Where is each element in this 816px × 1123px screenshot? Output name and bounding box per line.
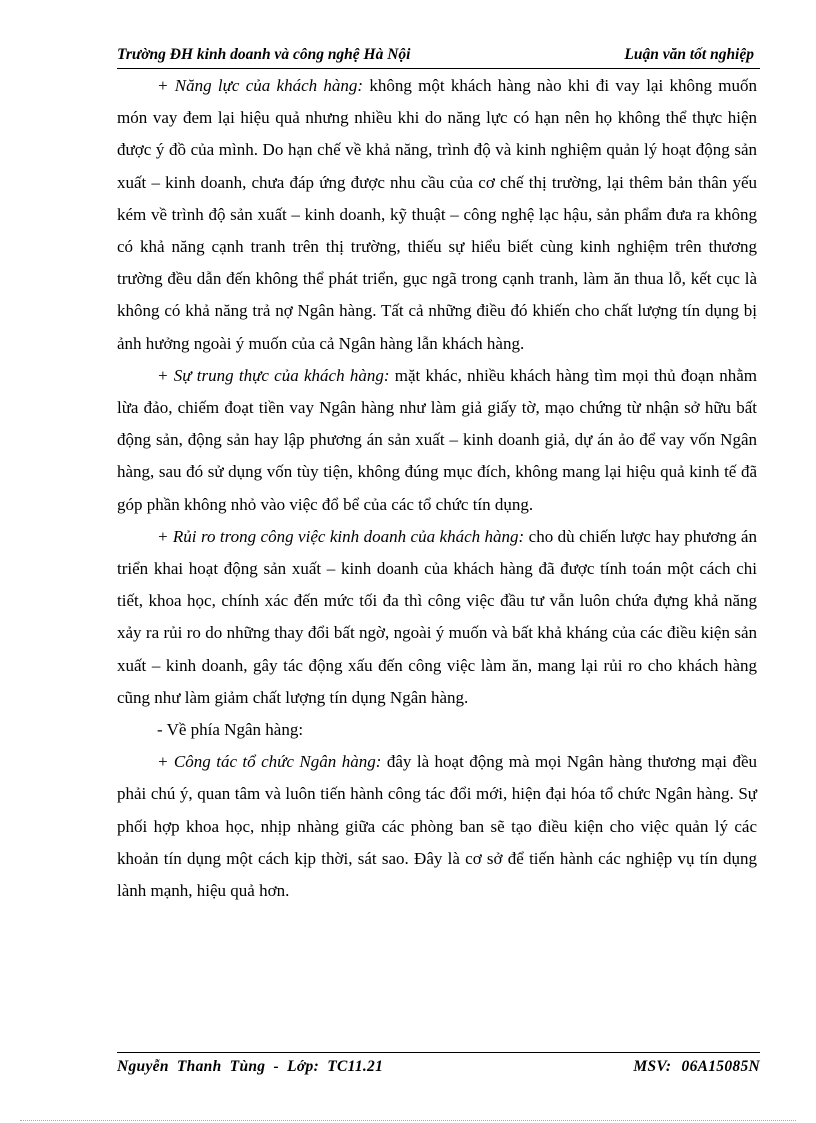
header-document-type: Luận văn tốt nghiệp xyxy=(624,46,754,63)
document-body xyxy=(117,70,757,907)
paragraph-bank-side-heading xyxy=(117,714,757,746)
paragraph-business-risk xyxy=(117,521,757,714)
paragraph-text: mặt khác, nhiều khách hàng tìm mọi thủ đoạn nhằm lừa đảo, chiếm đoạt tiền vay Ngân hàng như làm giả giấy tờ, mạo chứng từ nhận sở hữu bất động sản, động sản hay lập phương án sản xuất – kinh doanh giả, dự án ảo để vay vốn Ngân hàng, sau đó sử dụng vốn tùy tiện, không đúng mục đích, không mang lại hiệu quả kinh tế đã góp phần không nhỏ vào việc đổ bể của các tổ chức tín dụng. xyxy=(117,365,758,514)
header-school-name: Trường ĐH kinh doanh và công nghệ Hà Nội xyxy=(117,46,411,63)
paragraph-lead: + Rủi ro trong công việc kinh doanh của khách hàng: xyxy=(157,526,525,546)
paragraph-text: không một khách hàng nào khi đi vay lại không muốn món vay đem lại hiệu quả nhưng nhiều khi do năng lực có hạn nên họ không thể thực hiện được ý đồ của mình. Do hạn chế về khả năng, trình độ và kinh nghiệm quản lý hoạt động sản xuất – kinh doanh, chưa đáp ứng được nhu cầu của cơ chế thị trường, lại thêm bản thân yếu kém về trình độ sản xuất – kinh doanh, kỹ thuật – công nghệ lạc hậu, sản phẩm đưa ra không có khả năng cạnh tranh trên thị trường, thiếu sự hiểu biết cùng kinh nghiệm trên thương trường đều dẫn đến không thể phát triển, gục ngã trong cạnh tranh, làm ăn thua lỗ, kết cục là không có khả năng trả nợ Ngân hàng. Tất cả những điều đó khiến cho chất lượng tín dụng bị ảnh hưởng ngoài ý muốn của cả Ngân hàng lẫn khách hàng. xyxy=(117,76,757,353)
paragraph-customer-honesty xyxy=(117,360,757,521)
page-bottom-divider xyxy=(20,1120,796,1121)
footer-author-class: Nguyễn Thanh Tùng - Lớp: TC11.21 xyxy=(117,1058,384,1075)
paragraph-customer-capacity xyxy=(117,70,757,360)
paragraph-lead: + Sự trung thực của khách hàng: xyxy=(157,365,390,385)
paragraph-lead: + Công tác tổ chức Ngân hàng: xyxy=(157,752,382,772)
page-footer xyxy=(117,1052,760,1083)
paragraph-text: - Về phía Ngân hàng: xyxy=(157,720,304,740)
paragraph-text: đây là hoạt động mà mọi Ngân hàng thương mại đều phải chú ý, quan tâm và luôn tiến hành công tác đổi mới, hiện đại hóa tổ chức Ngân hàng. Sự phối hợp khoa học, nhịp nhàng giữa các phòng ban sẽ tạo điều kiện cho việc quản lý các khoản tín dụng một cách kịp thời, sát sao. Đây là cơ sở để tiến hành các nghiệp vụ tín dụng lành mạnh, hiệu quả hơn. xyxy=(117,752,757,901)
page-header xyxy=(117,44,760,69)
paragraph-lead: + Năng lực của khách hàng: xyxy=(157,76,364,95)
paragraph-text: cho dù chiến lược hay phương án triển khai hoạt động sản xuất – kinh doanh của khách hàng đã được tính toán một cách chi tiết, khoa học, chính xác đến mức tối đa thì công việc đầu tư vẫn luôn chứa đựng khả năng xảy ra rủi ro do những thay đổi bất ngờ, ngoài ý muốn và bất khả kháng của các điều kiện sản xuất – kinh doanh, gây tác động xấu đến công việc làm ăn, mang lại rủi ro cho khách hàng cũng như làm giảm chất lượng tín dụng Ngân hàng. xyxy=(117,526,757,707)
footer-student-id: MSV: 06A15085N xyxy=(633,1058,760,1075)
paragraph-bank-organization xyxy=(117,746,757,907)
